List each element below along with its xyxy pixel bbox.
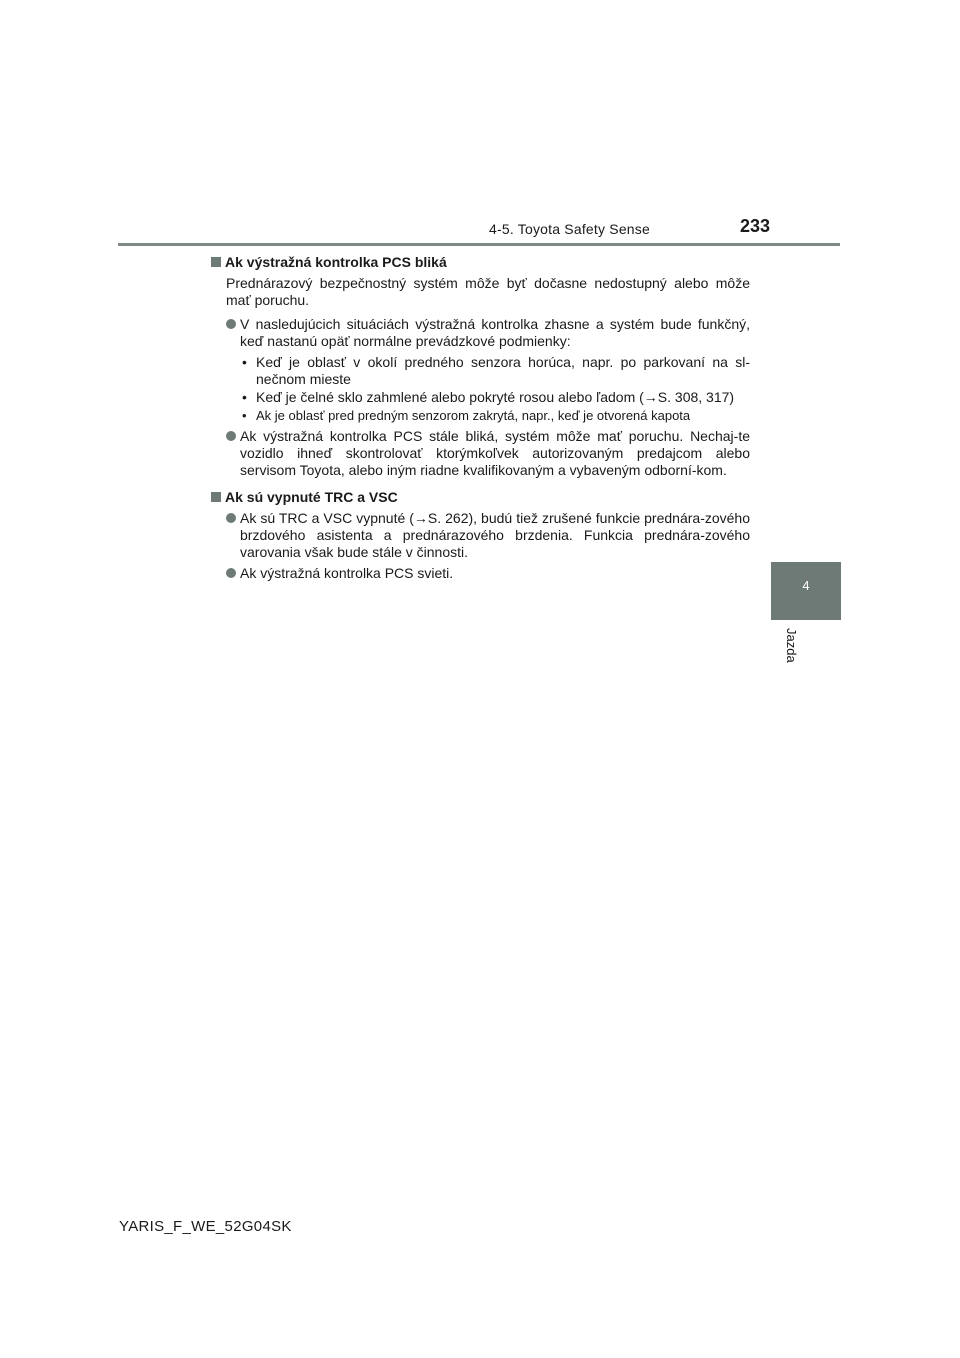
sub-list (240, 354, 750, 424)
circle-bullet-icon (226, 431, 236, 441)
section-heading-text: Ak výstražná kontrolka PCS bliká (225, 254, 447, 270)
document-code: YARIS_F_WE_52G04SK (119, 1218, 292, 1235)
page-content (210, 254, 750, 586)
sub-list-item-text: Ak je oblasť pred predným senzorom zakrytá, napr., keď je otvorená kapota (256, 408, 691, 423)
circle-bullet-icon (226, 319, 236, 329)
list-item-text: V nasledujúcich situáciách výstražná kontrolka zhasne a systém bude funkčný, keď nastanú opäť normálne prevádzkové podmienky: (240, 316, 750, 349)
square-bullet-icon (211, 492, 221, 502)
list-item-text: Ak výstražná kontrolka PCS svieti. (240, 565, 454, 581)
list-item (226, 428, 750, 479)
header-divider (118, 243, 840, 246)
dot-bullet-icon: • (242, 408, 247, 423)
section-heading (210, 254, 750, 271)
square-bullet-icon (211, 257, 221, 267)
sub-list-item (240, 389, 750, 406)
page-number: 233 (740, 216, 771, 236)
sub-list-item (240, 354, 750, 388)
dot-bullet-icon: • (242, 389, 247, 405)
sub-list-item (240, 407, 750, 424)
chapter-tab[interactable] (771, 562, 841, 620)
section-intro: Prednárazový bezpečnostný systém môže byť dočasne nedostupný alebo môže mať poruchu. (226, 275, 750, 308)
chapter-tab-label: Jazda (784, 628, 799, 663)
list-item-text: Ak sú TRC a VSC vypnuté (→S. 262), budú tiež zrušené funkcie prednára-zového brzdového asistenta a prednárazového brzdenia. Funkcia prednára-zového varovania však bude stále v činnosti. (240, 510, 750, 560)
section-heading-text: Ak sú vypnuté TRC a VSC (225, 489, 398, 505)
list-item-text: Ak výstražná kontrolka PCS stále bliká, systém môže mať poruchu. Nechaj-te vozidlo ihneď skontrolovať ktorýmkoľvek autorizovaným predajcom alebo servisom Toyota, alebo iným riadne kvalifikovaným a vybaveným odborní-kom. (240, 428, 750, 478)
header-section-title: 4-5. Toyota Safety Sense (489, 221, 650, 237)
dot-bullet-icon: • (242, 354, 247, 370)
chapter-tab-number: 4 (802, 578, 810, 593)
list-item (226, 316, 750, 350)
sub-list-item-text: Keď je čelné sklo zahmlené alebo pokryté rosou alebo ľadom (→S. 308, 317) (256, 389, 735, 405)
section-heading (210, 489, 750, 506)
circle-bullet-icon (226, 568, 236, 578)
list-item (226, 510, 750, 561)
list-item (226, 565, 750, 582)
sub-list-item-text: Keď je oblasť v okolí predného senzora horúca, napr. po parkovaní na sl-nečnom mieste (256, 354, 750, 387)
circle-bullet-icon (226, 513, 236, 523)
